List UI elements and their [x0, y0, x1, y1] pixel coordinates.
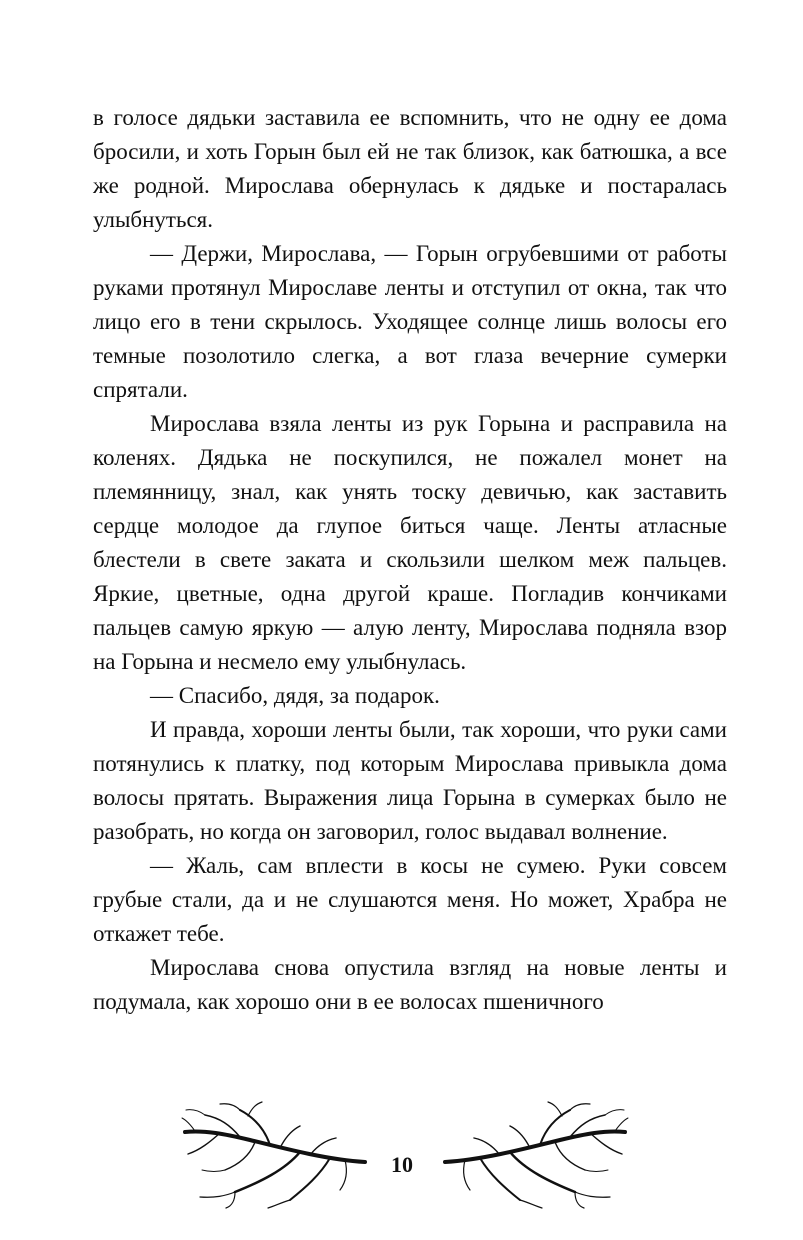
paragraph: Мирослава снова опустила взгляд на новые ленты и подумала, как хорошо они в ее волосах пшеничного: [93, 955, 727, 1014]
paragraph: в голосе дядьки заставила ее вспомнить, что не одну ее дома бросили, и хоть Горын был ей не так близок, как батюшка, а все же родной. Мирослава обернулась к дядьке и постаралась улыбнуться.: [93, 105, 727, 232]
page-body: [93, 101, 727, 1019]
paragraph: И правда, хороши ленты были, так хороши, что руки сами потянулись к платку, под которым Мирослава привыкла дома волосы прятать. Выражения лица Горына в сумерках было не разобрать, но когда он заговорил, голос выдавал волнение.: [93, 717, 727, 844]
paragraph: — Жаль, сам вплести в косы не сумею. Руки совсем грубые стали, да и не слушаются меня. Но может, Храбра не откажет тебе.: [93, 853, 727, 946]
paragraph: — Спасибо, дядя, за подарок.: [150, 683, 440, 708]
branch-ornament-right-icon: [440, 1100, 630, 1210]
paragraph: Мирослава взяла ленты из рук Горына и расправила на коленях. Дядька не поскупился, не пожалел монет на племянницу, знал, как унять тоску девичью, как заставить сердце молодое да глупое биться чаще. Ленты атласные блестели в свете заката и скользили шелком меж пальцев. Яркие, цветные, одна другой краше. Погладив кончиками пальцев самую яркую — алую ленту, Мирослава подняла взор на Горына и несмело ему улыбнулась.: [93, 411, 727, 674]
page-footer: [0, 1100, 803, 1210]
page-number: 10: [391, 1152, 413, 1177]
paragraph: — Держи, Мирослава, — Горын огрубевшими от работы руками протянул Мирославе ленты и отступил от окна, так что лицо его в тени скрылось. Уходящее солнце лишь волосы его темные позолотило слегка, а вот глаза вечерние сумерки спрятали.: [93, 241, 727, 402]
branch-ornament-left-icon: [180, 1100, 370, 1210]
